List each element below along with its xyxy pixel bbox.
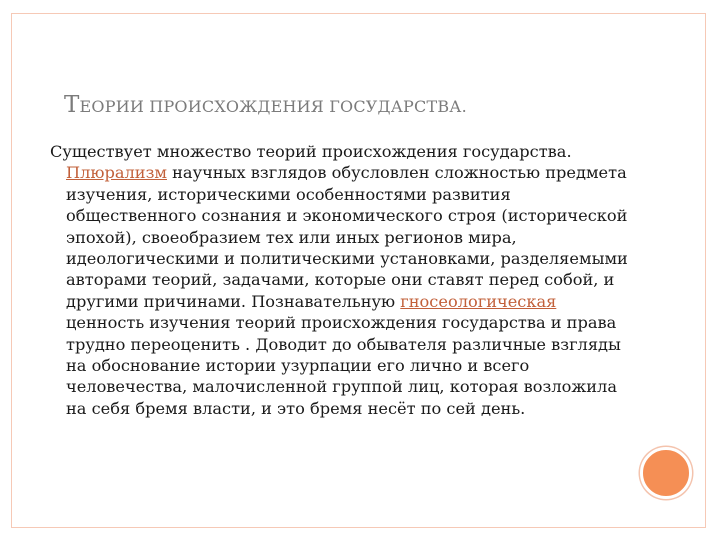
slide-title	[64, 92, 467, 118]
decorative-circle	[640, 447, 692, 499]
pluralism-link[interactable]: Плюрализм	[66, 163, 167, 183]
paragraph-part-1: Существует множество теорий происхождения государства.	[50, 142, 572, 161]
paragraph-part-2: научных взглядов обусловлен сложностью предмета изучения, историческими особенностями развития общественного сознания и экономического строя (исторической эпохой), своеобразием тех или иных регионов мира, идеологическими и политическими установками, разделяемыми авторами теорий, задачами, которые они ставят перед собой, и другими причинами. Познавательную	[66, 163, 628, 311]
title-rest: ЕОРИИ ПРОИСХОЖДЕНИЯ ГОСУДАРСТВА.	[79, 97, 467, 116]
title-initial: Т	[64, 92, 80, 118]
paragraph-part-3: ценность изучения теорий происхождения государства и права трудно переоценить . Доводит до обывателя различные взгляды на обоснование истории узурпации его лично и всего человечества, малочисленной группой лиц, которая возложила на себя бремя власти, и это бремя несёт по сей день.	[66, 313, 621, 418]
gnoseological-link[interactable]: гносеологическая	[400, 291, 557, 311]
body-paragraph	[50, 141, 636, 419]
